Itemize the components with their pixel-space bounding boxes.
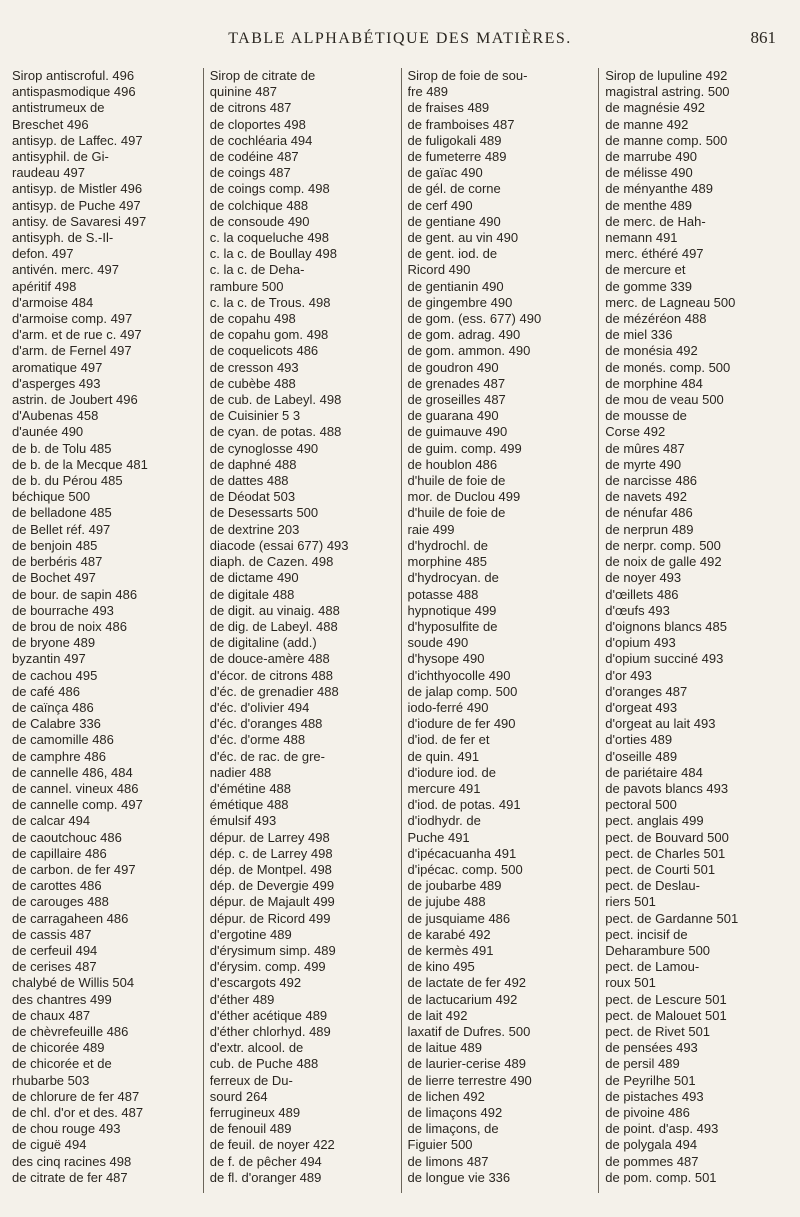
index-entry: d'éther 489 bbox=[209, 991, 275, 1007]
index-entry: dépur. de Majault 499 bbox=[209, 894, 335, 910]
index-entry: quinine 487 bbox=[209, 84, 277, 100]
index-entry: de laurier-cerise 489 bbox=[407, 1056, 527, 1072]
index-entry: Sirop antiscroful. 496 bbox=[12, 68, 135, 83]
index-entry: de coquelicots 486 bbox=[209, 343, 319, 359]
index-entry: de lait 492 bbox=[407, 1007, 468, 1023]
index-entry: de nénufar 486 bbox=[605, 505, 693, 521]
index-entry: de limaçons, de bbox=[407, 1121, 499, 1137]
index-entry: pect. de Courti 501 bbox=[605, 861, 716, 877]
index-entry: de fumeterre 489 bbox=[407, 149, 507, 165]
index-entry: de laitue 489 bbox=[407, 1040, 482, 1056]
index-entry: de b. de Tolu 485 bbox=[12, 440, 112, 456]
index-entry: de Peyrilhe 501 bbox=[605, 1072, 696, 1088]
index-entry: soude 490 bbox=[407, 635, 469, 651]
index-entry: d'orties 489 bbox=[605, 732, 673, 748]
index-entry: de limaçons 492 bbox=[407, 1105, 503, 1120]
index-entry: de Cuisinier 5 3 bbox=[209, 408, 301, 424]
index-entry: nadier 488 bbox=[209, 764, 272, 780]
index-entry: de dextrine 203 bbox=[209, 521, 300, 537]
index-entry: de gent. au vin 490 bbox=[407, 230, 519, 246]
index-entry: de gél. de corne bbox=[407, 181, 501, 197]
index-entry: de pavots blancs 493 bbox=[605, 780, 729, 796]
index-entry: de longue vie 336 bbox=[407, 1169, 511, 1185]
index-entry: cub. de Puche 488 bbox=[209, 1056, 319, 1072]
index-entry: de noix de galle 492 bbox=[605, 554, 722, 570]
index-entry: de guim. comp. 499 bbox=[407, 440, 522, 456]
index-entry: dépur. de Larrey 498 bbox=[209, 829, 330, 845]
index-entry: de monésia 492 bbox=[605, 343, 698, 359]
index-entry: de cochléaria 494 bbox=[209, 132, 313, 148]
index-entry: de cassis 487 bbox=[12, 926, 92, 942]
index-entry: ferrugineux 489 bbox=[209, 1105, 301, 1120]
index-entry: de daphné 488 bbox=[209, 456, 297, 472]
index-entry: de dig. de Labeyl. 488 bbox=[209, 618, 338, 634]
index-entry: de manne 492 bbox=[605, 116, 689, 132]
index-entry: de f. de pêcher 494 bbox=[209, 1153, 322, 1169]
index-entry: d'orgeat 493 bbox=[605, 699, 678, 715]
index-entry: de persil 489 bbox=[605, 1056, 680, 1072]
index-entry: d'éther acétique 489 bbox=[209, 1007, 328, 1023]
index-entry: de lactate de fer 492 bbox=[407, 975, 527, 991]
index-entry: de polygala 494 bbox=[605, 1137, 698, 1153]
index-entry: de cub. de Labeyl. 498 bbox=[209, 392, 342, 408]
index-entry: d'opium 493 bbox=[605, 635, 676, 651]
index-entry: de point. d'asp. 493 bbox=[605, 1121, 719, 1137]
index-entry: d'aunée 490 bbox=[12, 424, 84, 440]
index-entry: d'orgeat au lait 493 bbox=[605, 716, 716, 732]
index-entry: de mousse de bbox=[605, 408, 687, 424]
index-entry: de fl. d'oranger 489 bbox=[209, 1169, 322, 1185]
index-entry: de b. du Pérou 485 bbox=[12, 473, 123, 489]
index-entry: de cachou 495 bbox=[12, 667, 98, 683]
index-entry: pect. de Lamou- bbox=[605, 959, 700, 975]
index-entry: de gentiane 490 bbox=[407, 213, 501, 229]
index-entry: de karabé 492 bbox=[407, 926, 491, 942]
index-entry: de gom. adrag. 490 bbox=[407, 327, 521, 343]
index-entry: d'érysimum simp. 489 bbox=[209, 942, 336, 958]
index-entry: de citrons 487 bbox=[209, 100, 292, 116]
index-entry: d'écor. de citrons 488 bbox=[209, 667, 333, 683]
index-entry: de groseilles 487 bbox=[407, 392, 506, 408]
index-entry: de gom. (ess. 677) 490 bbox=[407, 311, 542, 327]
index-entry: de lactucarium 492 bbox=[407, 991, 518, 1007]
index-entry: antisyph. de S.-Il- bbox=[12, 230, 114, 246]
index-entry: Sirop de citrate de bbox=[209, 68, 316, 83]
index-entry: de pom. comp. 501 bbox=[605, 1169, 717, 1185]
index-entry: pect. incisif de bbox=[605, 926, 688, 942]
index-entry: de café 486 bbox=[12, 683, 80, 699]
index-entry: de mûres 487 bbox=[605, 440, 685, 456]
index-entry: de cresson 493 bbox=[209, 359, 299, 375]
index-entry: pect. de Malouet 501 bbox=[605, 1007, 727, 1023]
index-entry: d'œillets 486 bbox=[605, 586, 679, 602]
index-entry: de cyan. de potas. 488 bbox=[209, 424, 342, 440]
index-entry: émulsif 493 bbox=[209, 813, 277, 829]
index-entry: iodo-ferré 490 bbox=[407, 699, 489, 715]
index-entry: pect. anglais 499 bbox=[605, 813, 704, 829]
index-entry: nemann 491 bbox=[605, 230, 678, 246]
index-entry: de magnésie 492 bbox=[605, 100, 705, 116]
index-entry: de calcar 494 bbox=[12, 813, 91, 829]
index-entry: de carouges 488 bbox=[12, 894, 109, 910]
index-entry: d'ichthyocolle 490 bbox=[407, 667, 511, 683]
index-entry: antisyp. de Laffec. 497 bbox=[12, 132, 143, 148]
index-entry: de chlorure de fer 487 bbox=[12, 1088, 140, 1104]
index-entry: d'œufs 493 bbox=[605, 602, 670, 618]
index-entry: diaph. de Cazen. 498 bbox=[209, 554, 334, 570]
index-entry: de cubèbe 488 bbox=[209, 375, 296, 391]
index-entry: d'iodhydr. de bbox=[407, 813, 481, 829]
index-entry: de mézéréon 488 bbox=[605, 311, 707, 327]
index-entry: d'arm. de Fernel 497 bbox=[12, 343, 132, 359]
index-entry: de nerprun 489 bbox=[605, 521, 694, 537]
index-entry: dép. de Devergie 499 bbox=[209, 878, 335, 894]
index-entry: de coings comp. 498 bbox=[209, 181, 330, 197]
index-entry: astrin. de Joubert 496 bbox=[12, 392, 138, 408]
index-entry: de morphine 484 bbox=[605, 375, 703, 391]
index-entry: mercure 491 bbox=[407, 780, 481, 796]
index-entry: de belladone 485 bbox=[12, 505, 112, 521]
index-entry: antistrumeux de bbox=[12, 100, 105, 116]
index-entry: de fuligokali 489 bbox=[407, 132, 502, 148]
index-entry: de guimauve 490 bbox=[407, 424, 508, 440]
index-entry: de pensées 493 bbox=[605, 1040, 698, 1056]
index-entry: de chaux 487 bbox=[12, 1007, 91, 1023]
index-entry: de caoutchouc 486 bbox=[12, 829, 122, 845]
index-entry: d'hysope 490 bbox=[407, 651, 485, 667]
index-entry: pect. de Rivet 501 bbox=[605, 1023, 711, 1039]
index-entry: chalybé de Willis 504 bbox=[12, 975, 135, 991]
index-entry: de bourrache 493 bbox=[12, 602, 114, 618]
index-entry: de bryone 489 bbox=[12, 635, 96, 651]
index-entry: morphine 485 bbox=[407, 554, 487, 570]
index-entry: de citrate de fer 487 bbox=[12, 1169, 128, 1185]
index-entry: Sirop de foie de sou- bbox=[407, 68, 528, 83]
index-entry: de jusquiame 486 bbox=[407, 910, 511, 926]
index-entry: de camomille 486 bbox=[12, 732, 114, 748]
index-entry: de caïnça 486 bbox=[12, 699, 94, 715]
index-entry: Figuier 500 bbox=[407, 1137, 473, 1153]
index-entry: de copahu 498 bbox=[209, 311, 296, 327]
index-column-2 bbox=[203, 68, 401, 1193]
index-entry: laxatif de Dufres. 500 bbox=[407, 1023, 531, 1039]
index-entry: antisy. de Savaresi 497 bbox=[12, 213, 147, 229]
index-entry: de fenouil 489 bbox=[209, 1121, 292, 1137]
index-entry: pect. de Deslau- bbox=[605, 878, 700, 894]
index-entry: de camphre 486 bbox=[12, 748, 106, 764]
index-entry: de colchique 488 bbox=[209, 197, 309, 213]
index-entry: de dattes 488 bbox=[209, 473, 289, 489]
index-entry: de menthe 489 bbox=[605, 197, 692, 213]
index-entry: de douce-amère 488 bbox=[209, 651, 330, 667]
index-entry: merc. éthéré 497 bbox=[605, 246, 704, 262]
index-entry: antisyp. de Mistler 496 bbox=[12, 181, 143, 197]
index-entry: pect. de Lescure 501 bbox=[605, 991, 727, 1007]
index-entry: d'éther chlorhyd. 489 bbox=[209, 1023, 331, 1039]
index-entry: de mélisse 490 bbox=[605, 165, 693, 181]
index-entry: de gom. ammon. 490 bbox=[407, 343, 531, 359]
index-entry: de benjoin 485 bbox=[12, 537, 98, 553]
index-entry: fre 489 bbox=[407, 84, 448, 100]
index-entry: de digit. au vinaig. 488 bbox=[209, 602, 340, 618]
index-entry: de lichen 492 bbox=[407, 1088, 485, 1104]
index-entry: de cerfeuil 494 bbox=[12, 942, 98, 958]
index-entry: de cannelle 486, 484 bbox=[12, 764, 133, 780]
index-entry: d'extr. alcool. de bbox=[209, 1040, 304, 1056]
index-entry: de carottes 486 bbox=[12, 878, 102, 894]
index-entry: de Calabre 336 bbox=[12, 716, 101, 732]
index-entry: d'hydrocyan. de bbox=[407, 570, 499, 586]
index-entry: de chicorée et de bbox=[12, 1056, 112, 1072]
index-entry: de jujube 488 bbox=[407, 894, 486, 910]
index-entry: Breschet 496 bbox=[12, 116, 89, 132]
index-entry: raudeau 497 bbox=[12, 165, 86, 181]
index-entry: dép. de Montpel. 498 bbox=[209, 861, 332, 877]
index-entry: riers 501 bbox=[605, 894, 656, 910]
index-entry: de joubarbe 489 bbox=[407, 878, 502, 894]
index-entry: de carragaheen 486 bbox=[12, 910, 129, 926]
index-entry: d'éc. de rac. de gre- bbox=[209, 748, 325, 764]
index-entry: de pistaches 493 bbox=[605, 1088, 704, 1104]
index-entry: de copahu gom. 498 bbox=[209, 327, 329, 343]
index-entry: ferreux de Du- bbox=[209, 1072, 293, 1088]
index-entry: de coings 487 bbox=[209, 165, 291, 181]
index-entry: d'iod. de potas. 491 bbox=[407, 797, 521, 813]
index-entry: de chl. d'or et des. 487 bbox=[12, 1105, 144, 1120]
index-entry: pect. de Gardanne 501 bbox=[605, 910, 739, 926]
index-entry: d'oignons blancs 485 bbox=[605, 618, 727, 634]
index-entry: de codéine 487 bbox=[209, 149, 299, 165]
index-entry: roux 501 bbox=[605, 975, 656, 991]
index-entry: de marrube 490 bbox=[605, 149, 698, 165]
index-entry: pect. de Charles 501 bbox=[605, 845, 726, 861]
index-entry: hypnotique 499 bbox=[407, 602, 497, 618]
index-entry: potasse 488 bbox=[407, 586, 479, 602]
index-entry: defon. 497 bbox=[12, 246, 74, 262]
index-entry: rambure 500 bbox=[209, 278, 284, 294]
index-entry: de goudron 490 bbox=[407, 359, 499, 375]
index-entry: de Bochet 497 bbox=[12, 570, 96, 586]
index-entry: de manne comp. 500 bbox=[605, 132, 728, 148]
index-entry: de dictame 490 bbox=[209, 570, 299, 586]
index-entry: d'éc. d'oranges 488 bbox=[209, 716, 323, 732]
index-entry: de gentianin 490 bbox=[407, 278, 504, 294]
index-entry: sourd 264 bbox=[209, 1088, 268, 1104]
index-entry: de gomme 339 bbox=[605, 278, 692, 294]
index-entry: de navets 492 bbox=[605, 489, 687, 505]
index-entry: de mou de veau 500 bbox=[605, 392, 724, 408]
index-entry: c. la coqueluche 498 bbox=[209, 230, 330, 246]
index-entry: d'hyposulfite de bbox=[407, 618, 498, 634]
index-entry: d'ipécacuanha 491 bbox=[407, 845, 517, 861]
index-entry: d'armoise 484 bbox=[12, 294, 94, 310]
index-entry: de Déodat 503 bbox=[209, 489, 296, 505]
index-entry: diacode (essai 677) 493 bbox=[209, 537, 349, 553]
index-entry: Sirop de lupuline 492 bbox=[605, 68, 728, 83]
index-entry: d'ipécac. comp. 500 bbox=[407, 861, 523, 877]
index-entry: de jalap comp. 500 bbox=[407, 683, 518, 699]
index-entry: de mercure et bbox=[605, 262, 686, 278]
index-entry: des cinq racines 498 bbox=[12, 1153, 132, 1169]
index-entry: de narcisse 486 bbox=[605, 473, 698, 489]
index-entry: apéritif 498 bbox=[12, 278, 77, 294]
index-entry: de gaïac 490 bbox=[407, 165, 483, 181]
index-entry: de feuil. de noyer 422 bbox=[209, 1137, 335, 1153]
index-entry: d'arm. et de rue c. 497 bbox=[12, 327, 142, 343]
index-entry: de gent. iod. de bbox=[407, 246, 498, 262]
index-entry: de cannelle comp. 497 bbox=[12, 797, 143, 813]
index-column-3 bbox=[401, 68, 599, 1193]
index-entry: de chèvrefeuille 486 bbox=[12, 1023, 129, 1039]
index-entry: mor. de Duclou 499 bbox=[407, 489, 521, 505]
index-entry: c. la c. de Trous. 498 bbox=[209, 294, 331, 310]
index-entry: antispasmodique 496 bbox=[12, 84, 136, 100]
index-entry: d'escargots 492 bbox=[209, 975, 302, 991]
index-entry: Ricord 490 bbox=[407, 262, 471, 278]
index-entry: de ményanthe 489 bbox=[605, 181, 713, 197]
index-entry: de guarana 490 bbox=[407, 408, 499, 424]
index-columns bbox=[6, 68, 796, 1193]
index-entry: antisyphil. de Gi- bbox=[12, 149, 109, 165]
index-column-1 bbox=[6, 68, 203, 1193]
index-entry: Puche 491 bbox=[407, 829, 470, 845]
index-entry: de cynoglosse 490 bbox=[209, 440, 319, 456]
index-entry: byzantin 497 bbox=[12, 651, 86, 667]
index-entry: c. la c. de Deha- bbox=[209, 262, 305, 278]
index-entry: Deharambure 500 bbox=[605, 942, 711, 958]
index-entry: magistral astring. 500 bbox=[605, 84, 730, 100]
index-entry: dép. c. de Larrey 498 bbox=[209, 845, 333, 861]
index-entry: de pariétaire 484 bbox=[605, 764, 703, 780]
index-entry: de miel 336 bbox=[605, 327, 673, 343]
index-entry: pectoral 500 bbox=[605, 797, 677, 813]
index-entry: de ciguë 494 bbox=[12, 1137, 87, 1153]
index-entry: de brou de noix 486 bbox=[12, 618, 127, 634]
index-entry: merc. de Lagneau 500 bbox=[605, 294, 736, 310]
index-entry: d'émétine 488 bbox=[209, 780, 292, 796]
index-entry: de gingembre 490 bbox=[407, 294, 513, 310]
index-entry: d'oranges 487 bbox=[605, 683, 688, 699]
index-entry: d'iod. de fer et bbox=[407, 732, 490, 748]
index-entry: de grenades 487 bbox=[407, 375, 506, 391]
index-entry: émétique 488 bbox=[209, 797, 289, 813]
running-title: TABLE ALPHABÉTIQUE DES MATIÈRES. bbox=[228, 30, 572, 47]
index-entry: d'ergotine 489 bbox=[209, 926, 292, 942]
index-entry: Corse 492 bbox=[605, 424, 666, 440]
index-entry: de houblon 486 bbox=[407, 456, 498, 472]
index-entry: d'or 493 bbox=[605, 667, 652, 683]
index-entry: d'éc. de grenadier 488 bbox=[209, 683, 339, 699]
index-entry: de noyer 493 bbox=[605, 570, 682, 586]
index-entry: de kermès 491 bbox=[407, 942, 494, 958]
index-entry: d'hydrochl. de bbox=[407, 537, 489, 553]
index-entry: de kino 495 bbox=[407, 959, 475, 975]
index-entry: de digitaline (add.) bbox=[209, 635, 317, 651]
index-entry: de cerf 490 bbox=[407, 197, 473, 213]
index-entry: de limons 487 bbox=[407, 1153, 489, 1169]
index-entry: d'érysim. comp. 499 bbox=[209, 959, 326, 975]
index-entry: de nerpr. comp. 500 bbox=[605, 537, 721, 553]
index-entry: de berbéris 487 bbox=[12, 554, 103, 570]
index-entry: de cerises 487 bbox=[12, 959, 97, 975]
index-entry: d'huile de foie de bbox=[407, 505, 506, 521]
index-entry: dépur. de Ricord 499 bbox=[209, 910, 331, 926]
index-entry: d'opium succiné 493 bbox=[605, 651, 724, 667]
index-entry: antisyp. de Puche 497 bbox=[12, 197, 141, 213]
index-column-4 bbox=[598, 68, 796, 1193]
index-entry: de carbon. de fer 497 bbox=[12, 861, 136, 877]
index-entry: de monés. comp. 500 bbox=[605, 359, 731, 375]
index-entry: raie 499 bbox=[407, 521, 455, 537]
index-entry: d'armoise comp. 497 bbox=[12, 311, 133, 327]
index-entry: de Bellet réf. 497 bbox=[12, 521, 111, 537]
index-entry: d'éc. d'olivier 494 bbox=[209, 699, 310, 715]
index-entry: pect. de Bouvard 500 bbox=[605, 829, 729, 845]
index-entry: d'iodure de fer 490 bbox=[407, 716, 516, 732]
index-entry: de digitale 488 bbox=[209, 586, 295, 602]
index-entry: de capillaire 486 bbox=[12, 845, 107, 861]
index-entry: de consoude 490 bbox=[209, 213, 310, 229]
index-entry: de chou rouge 493 bbox=[12, 1121, 121, 1137]
index-entry: des chantres 499 bbox=[12, 991, 112, 1007]
index-entry: antivén. merc. 497 bbox=[12, 262, 119, 278]
index-entry: d'Aubenas 458 bbox=[12, 408, 99, 424]
index-entry: de bour. de sapin 486 bbox=[12, 586, 138, 602]
index-entry: de pommes 487 bbox=[605, 1153, 699, 1169]
index-entry: d'éc. d'orme 488 bbox=[209, 732, 306, 748]
page-number: 861 bbox=[750, 28, 776, 47]
index-entry: de lierre terrestre 490 bbox=[407, 1072, 532, 1088]
index-entry: de fraises 489 bbox=[407, 100, 490, 116]
index-entry: d'iodure iod. de bbox=[407, 764, 496, 780]
index-entry: de Desessarts 500 bbox=[209, 505, 319, 521]
index-entry: d'huile de foie de bbox=[407, 473, 506, 489]
index-entry: de b. de la Mecque 481 bbox=[12, 456, 148, 472]
index-entry: de pivoine 486 bbox=[605, 1105, 690, 1120]
index-entry: aromatique 497 bbox=[12, 359, 103, 375]
index-entry: de framboises 487 bbox=[407, 116, 515, 132]
index-entry: de myrte 490 bbox=[605, 456, 682, 472]
index-entry: rhubarbe 503 bbox=[12, 1072, 90, 1088]
index-entry: d'asperges 493 bbox=[12, 375, 101, 391]
index-entry: de quin. 491 bbox=[407, 748, 480, 764]
index-entry: de cannel. vineux 486 bbox=[12, 780, 139, 796]
index-entry: d'oseille 489 bbox=[605, 748, 678, 764]
index-entry: de merc. de Hah- bbox=[605, 213, 706, 229]
index-entry: de chicorée 489 bbox=[12, 1040, 105, 1056]
index-entry: de cloportes 498 bbox=[209, 116, 306, 132]
index-entry: béchique 500 bbox=[12, 489, 91, 505]
index-entry: c. la c. de Boullay 498 bbox=[209, 246, 337, 262]
